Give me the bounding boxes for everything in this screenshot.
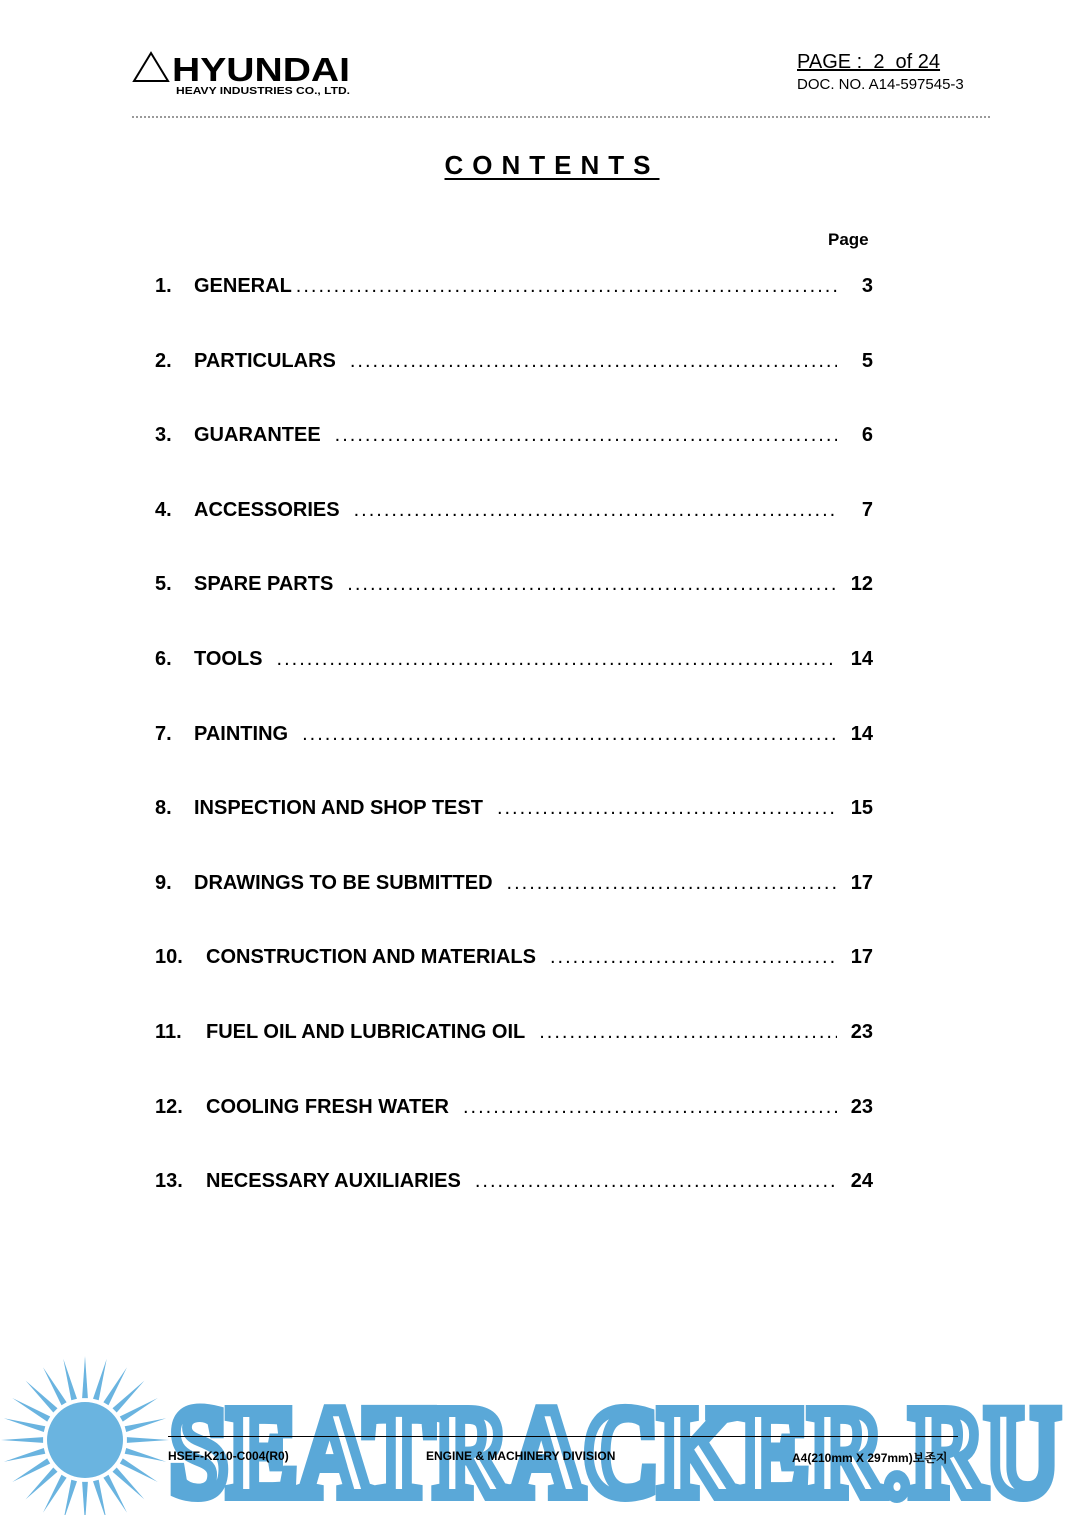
sun-ray bbox=[125, 1448, 166, 1462]
toc-leader-dots bbox=[463, 1093, 837, 1121]
toc-entry-title: COOLING FRESH WATER bbox=[206, 1096, 449, 1118]
toc-entry-page: 14 bbox=[850, 648, 873, 670]
footer-form-code: HSEF-K210-C004(R0) bbox=[168, 1449, 289, 1463]
toc-leader-dots bbox=[475, 1167, 837, 1195]
document-number: DOC. NO. A14-597545-3 bbox=[797, 76, 964, 93]
toc-entry-title: TOOLS bbox=[194, 648, 263, 670]
logo-triangle-icon bbox=[134, 53, 168, 81]
toc-entry-number: 5. bbox=[155, 573, 172, 595]
toc-entry-number: 1. bbox=[155, 275, 172, 297]
toc-entry-title: ACCESSORIES bbox=[194, 499, 340, 521]
toc-entry-title: PARTICULARS bbox=[194, 350, 336, 372]
toc-entry-number: 8. bbox=[155, 797, 172, 819]
toc-entry-title: GUARANTEE bbox=[194, 424, 321, 446]
toc-entry-number: 13. bbox=[155, 1170, 183, 1192]
sun-ray bbox=[4, 1418, 45, 1432]
toc-leader-dots bbox=[350, 347, 837, 375]
footer-divider bbox=[168, 1436, 958, 1437]
toc-entry-number: 7. bbox=[155, 723, 172, 745]
contents-heading: CONTENTS bbox=[444, 150, 660, 180]
toc-entry bbox=[155, 272, 873, 300]
toc-entry-title: PAINTING bbox=[194, 723, 289, 745]
sun-icon bbox=[1, 1356, 169, 1515]
toc-leader-dots bbox=[497, 794, 837, 822]
toc-entry bbox=[155, 1018, 873, 1046]
toc-entry-page: 14 bbox=[850, 723, 873, 745]
toc-entry-number: 2. bbox=[155, 350, 172, 372]
header-divider bbox=[132, 116, 990, 118]
toc-entry-title: INSPECTION AND SHOP TEST bbox=[194, 797, 483, 819]
toc-entry bbox=[155, 1167, 873, 1195]
footer-paper-size: A4(210mm X 297mm)보존지 bbox=[792, 1451, 948, 1465]
toc-entry-title: SPARE PARTS bbox=[194, 573, 334, 595]
sun-ray bbox=[63, 1359, 77, 1400]
toc-entry bbox=[155, 720, 873, 748]
toc-leader-dots bbox=[302, 720, 837, 748]
toc-leader-dots bbox=[550, 943, 837, 971]
toc-entry-number: 4. bbox=[155, 499, 172, 521]
sun-ray bbox=[125, 1418, 166, 1432]
toc-leader-dots bbox=[277, 645, 837, 673]
toc-entry-page: 6 bbox=[861, 424, 873, 446]
toc-leader-dots bbox=[354, 496, 837, 524]
toc-entry-page: 5 bbox=[861, 350, 873, 372]
logo-wordmark: HYUNDAI bbox=[172, 51, 350, 88]
sun-ray bbox=[127, 1437, 169, 1443]
toc-entry bbox=[155, 496, 873, 524]
toc-leader-dots bbox=[539, 1018, 837, 1046]
sun-ray bbox=[4, 1448, 45, 1462]
toc-entry-page: 24 bbox=[850, 1170, 873, 1192]
toc-leader-dots bbox=[347, 570, 837, 598]
toc-entry-title: GENERAL bbox=[194, 275, 292, 297]
toc-entry-number: 11. bbox=[155, 1021, 182, 1043]
toc-entry-page: 23 bbox=[850, 1096, 873, 1118]
toc-entry-number: 10. bbox=[155, 946, 183, 968]
toc-entry-page: 23 bbox=[850, 1021, 873, 1043]
sun-ray bbox=[82, 1356, 88, 1398]
toc-entry-number: 12. bbox=[155, 1096, 183, 1118]
toc-entry-page: 7 bbox=[861, 499, 873, 521]
page-number-text: PAGE : 2 of 24 bbox=[797, 51, 941, 73]
toc-entry bbox=[155, 869, 873, 897]
toc-entry-page: 17 bbox=[850, 946, 873, 968]
logo-subtitle: HEAVY INDUSTRIES CO., LTD. bbox=[176, 86, 351, 97]
toc-entry-page: 17 bbox=[850, 872, 873, 894]
page-number bbox=[797, 50, 940, 74]
toc-entry-title: NECESSARY AUXILIARIES bbox=[206, 1170, 461, 1192]
toc-leader-dots bbox=[296, 272, 837, 300]
toc-entry-title: FUEL OIL AND LUBRICATING OIL bbox=[206, 1021, 526, 1043]
seatracker-watermark bbox=[0, 1345, 1080, 1515]
sun-ray bbox=[93, 1359, 107, 1400]
footer-division: ENGINE & MACHINERY DIVISION bbox=[426, 1449, 616, 1463]
sun-ray bbox=[93, 1480, 107, 1515]
toc-entry-number: 6. bbox=[155, 648, 172, 670]
toc-leader-dots bbox=[335, 421, 837, 449]
toc-entry-title: CONSTRUCTION AND MATERIALS bbox=[206, 946, 536, 968]
toc-entry bbox=[155, 1093, 873, 1121]
toc-entry-page: 15 bbox=[850, 797, 873, 819]
toc-leader-dots bbox=[507, 869, 837, 897]
toc-entry-page: 3 bbox=[861, 275, 873, 297]
page-column-label: Page bbox=[828, 230, 869, 249]
toc-entry bbox=[155, 421, 873, 449]
toc-entry bbox=[155, 943, 873, 971]
toc-entry bbox=[155, 347, 873, 375]
toc-entry bbox=[155, 645, 873, 673]
toc-entry-page: 12 bbox=[850, 573, 873, 595]
watermark-text: SEATRACKER.RU bbox=[170, 1381, 1060, 1515]
toc-entry bbox=[155, 794, 873, 822]
hyundai-logo bbox=[132, 50, 354, 98]
toc-entry-title: DRAWINGS TO BE SUBMITTED bbox=[194, 872, 493, 894]
sun-ray bbox=[82, 1482, 88, 1515]
toc-entry-number: 9. bbox=[155, 872, 172, 894]
sun-ray bbox=[1, 1437, 43, 1443]
toc-entry-number: 3. bbox=[155, 424, 172, 446]
sun-ray bbox=[63, 1480, 77, 1515]
toc-entry bbox=[155, 570, 873, 598]
sun-core bbox=[47, 1402, 123, 1478]
